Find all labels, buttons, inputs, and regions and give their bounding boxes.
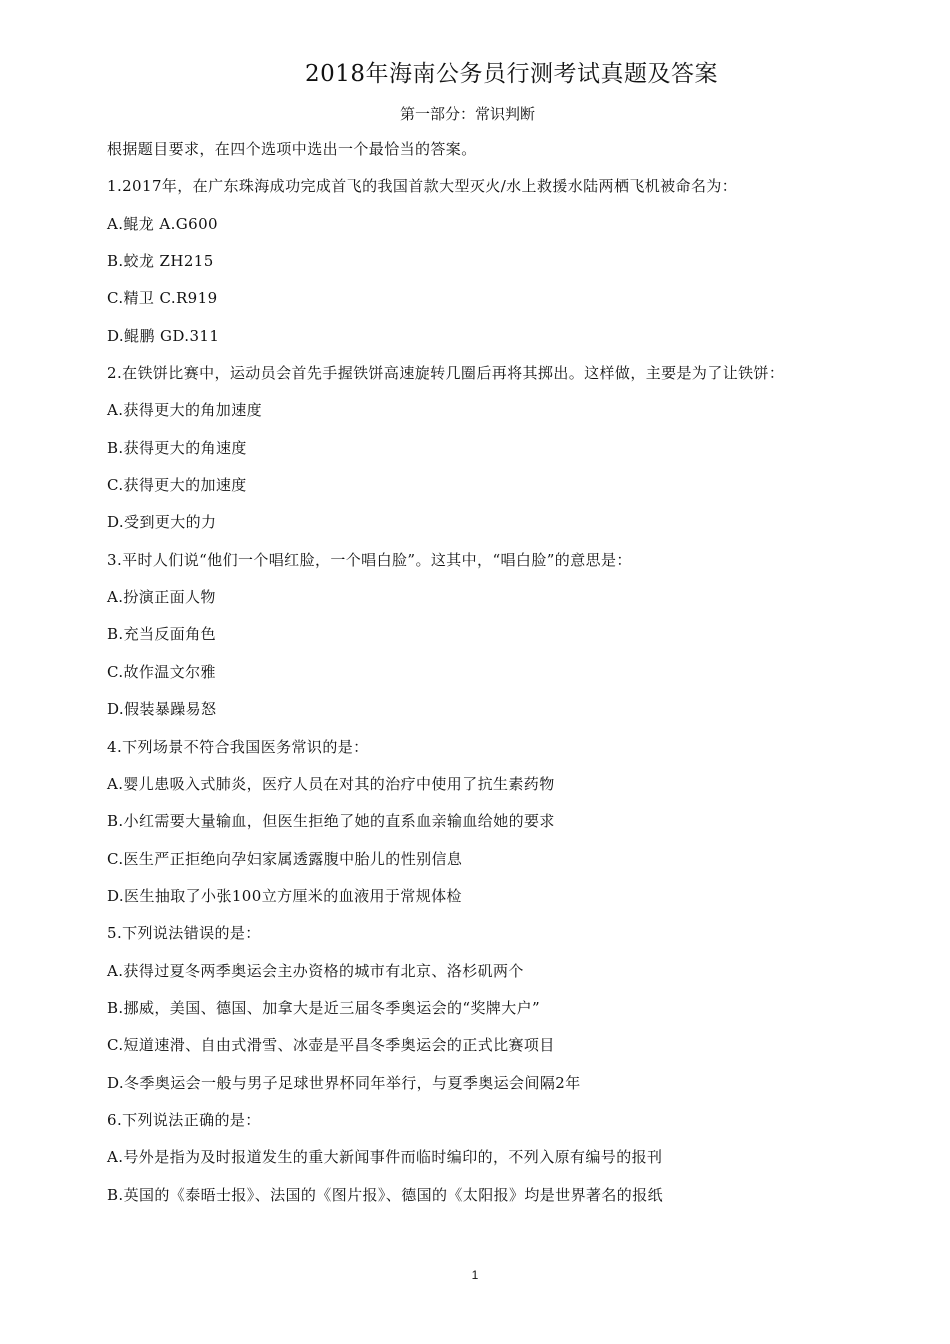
section-heading: 第一部分：常识判断 [400, 105, 536, 123]
document-title: 2018年海南公务员行测考试真题及答案 [305, 61, 719, 87]
question [107, 361, 907, 548]
answer-option: C.短道速滑、自由式滑雪、冰壶是平昌冬季奥运会的正式比赛项目 [107, 1036, 555, 1055]
question [107, 548, 907, 735]
answer-option: B.小红需要大量输血，但医生拒绝了她的直系血亲输血给她的要求 [107, 812, 555, 831]
question [107, 174, 907, 361]
document-body [107, 137, 907, 1220]
question [107, 1108, 907, 1220]
answer-option: A.号外是指为及时报道发生的重大新闻事件而临时编印的，不列入原有编号的报刊 [107, 1148, 663, 1167]
page-number: 1 [471, 1268, 479, 1282]
question-stem: 6.下列说法正确的是： [107, 1110, 261, 1129]
question-stem: 1.2017年，在广东珠海成功完成首飞的我国首款大型灭火/水上救援水陆两栖飞机被命名为： [107, 177, 738, 196]
answer-option: B.英国的《泰晤士报》、法国的《图片报》、德国的《太阳报》均是世界著名的报纸 [107, 1185, 663, 1204]
answer-option: A.获得过夏冬两季奥运会主办资格的城市有北京、洛杉矶两个 [107, 961, 524, 980]
question-stem: 3.平时人们说“他们一个唱红脸，一个唱白脸”。这其中，“唱白脸”的意思是： [107, 550, 632, 569]
question-stem: 4.下列场景不符合我国医务常识的是： [107, 737, 369, 756]
answer-option: D.鲲鹏 GD.311 [107, 326, 220, 345]
answer-option: A.鲲龙 A.G600 [107, 214, 218, 233]
answer-option: D.假装暴躁易怒 [107, 700, 217, 719]
instruction-text: 根据题目要求，在四个选项中选出一个最恰当的答案。 [107, 140, 477, 158]
answer-option: D.冬季奥运会一般与男子足球世界杯同年举行，与夏季奥运会间隔2年 [107, 1073, 581, 1092]
answer-option: A.扮演正面人物 [107, 588, 216, 607]
answer-option: C.精卫 C.R919 [107, 289, 218, 308]
answer-option: D.受到更大的力 [107, 513, 217, 532]
question-stem: 2.在铁饼比赛中，运动员会首先手握铁饼高速旋转几圈后再将其掷出。这样做，主要是为了让铁饼： [107, 364, 785, 383]
answer-option: A.婴儿患吸入式肺炎，医疗人员在对其的治疗中使用了抗生素药物 [107, 774, 555, 793]
answer-option: B.充当反面角色 [107, 625, 216, 644]
answer-option: A.获得更大的角加速度 [107, 401, 263, 420]
answer-option: B.获得更大的角速度 [107, 438, 247, 457]
answer-option: B.蛟龙 ZH215 [107, 252, 214, 271]
answer-option: C.故作温文尔雅 [107, 662, 216, 681]
answer-option: C.获得更大的加速度 [107, 476, 247, 495]
question-stem: 5.下列说法错误的是： [107, 924, 261, 943]
answer-option: B.挪威，美国、德国、加拿大是近三届冬季奥运会的“奖牌大户” [107, 998, 541, 1017]
question [107, 921, 907, 1108]
answer-option: D.医生抽取了小张100立方厘米的血液用于常规体检 [107, 886, 462, 905]
question [107, 735, 907, 922]
answer-option: C.医生严正拒绝向孕妇家属透露腹中胎儿的性别信息 [107, 849, 463, 868]
